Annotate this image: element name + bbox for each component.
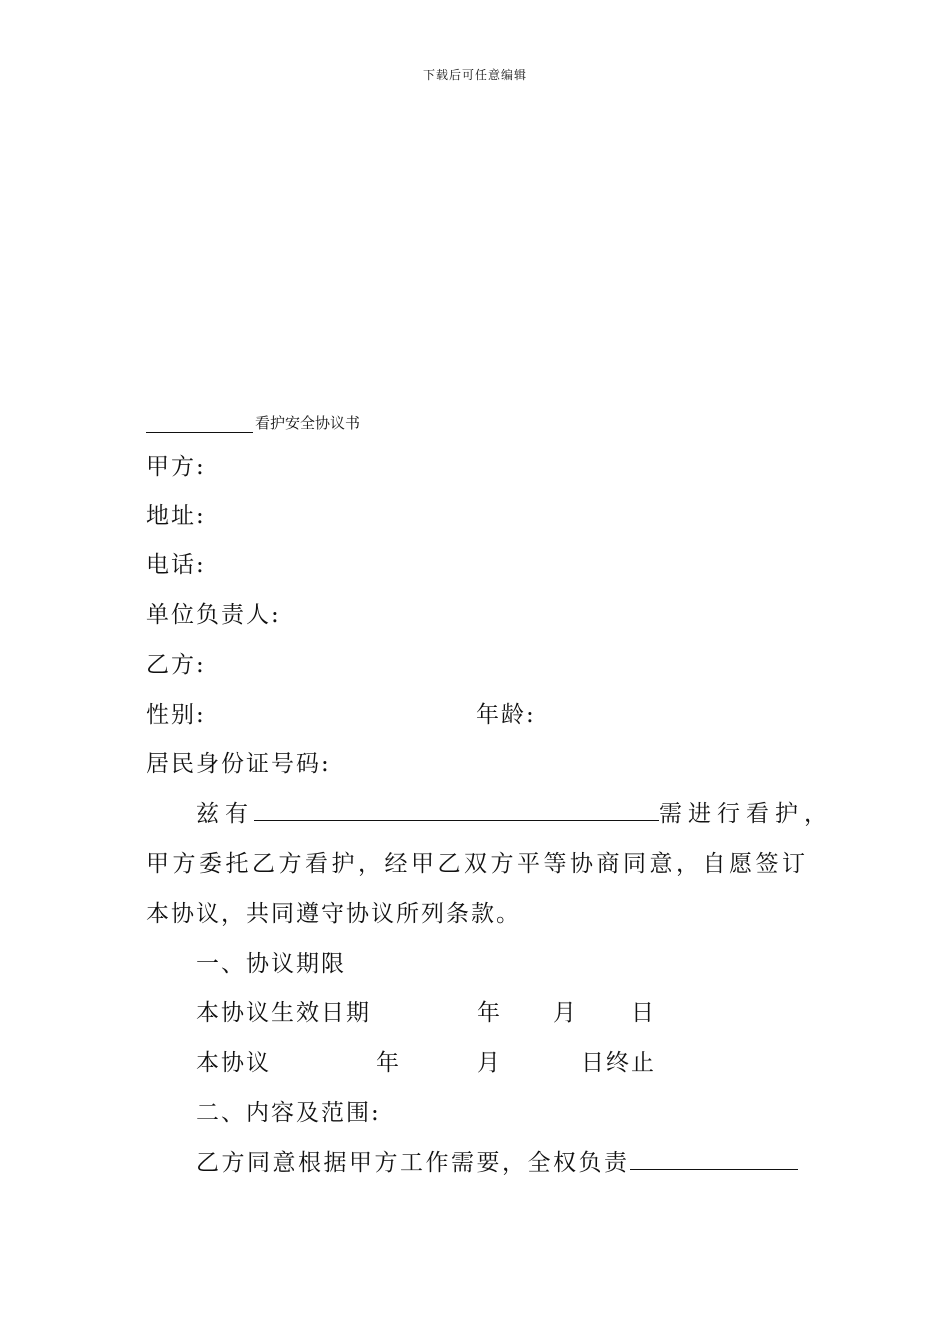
gender-label: 性别: xyxy=(146,702,206,728)
end-day: 日终止 xyxy=(581,1050,656,1076)
id-number-label: 居民身份证号码: xyxy=(146,751,331,777)
end-label: 本协议 xyxy=(196,1050,271,1076)
party-a-label: 甲方: xyxy=(146,454,206,480)
cared-person-blank xyxy=(254,798,659,821)
start-label: 本协议生效日期 xyxy=(196,1000,371,1026)
section-2-text-line xyxy=(196,1144,798,1177)
page-header: 下载后可任意编辑 xyxy=(422,68,527,82)
unit-head-label: 单位负责人: xyxy=(146,602,281,628)
section-2-text: 乙方同意根据甲方工作需要，全权负责 xyxy=(196,1150,630,1176)
preamble-after-blank: 需进行看护， xyxy=(659,801,833,827)
preamble-lead: 兹有 xyxy=(196,801,254,827)
address-label: 地址: xyxy=(146,503,206,529)
document-title-line xyxy=(146,412,360,433)
end-year: 年 xyxy=(376,1050,401,1076)
preamble-line-1 xyxy=(196,795,833,828)
title-blank xyxy=(146,416,253,433)
start-year: 年 xyxy=(477,1000,502,1026)
document-title: 看护安全协议书 xyxy=(255,414,361,432)
section-1-heading: 一、协议期限 xyxy=(196,951,346,977)
end-month: 月 xyxy=(477,1050,502,1076)
party-b-label: 乙方: xyxy=(146,652,206,678)
section-2-heading: 二、内容及范围: xyxy=(196,1100,381,1126)
preamble-line-2: 甲方委托乙方看护，经甲乙双方平等协商同意，自愿签订 xyxy=(146,851,809,877)
age-label: 年龄: xyxy=(476,702,536,728)
preamble-line-3: 本协议，共同遵守协议所列条款。 xyxy=(146,901,521,927)
responsibility-blank xyxy=(630,1147,798,1170)
phone-label: 电话: xyxy=(146,552,206,578)
start-month: 月 xyxy=(553,1000,578,1026)
start-day: 日 xyxy=(631,1000,656,1026)
